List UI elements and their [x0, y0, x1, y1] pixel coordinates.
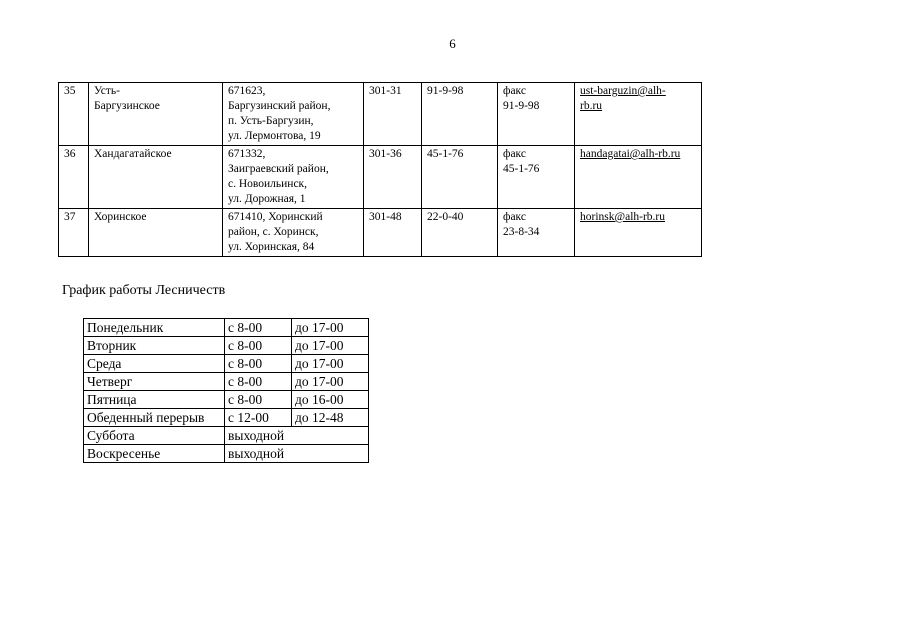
- forestry-name-cell: [89, 146, 223, 209]
- end-time-cell: до 12-48: [292, 409, 369, 427]
- address-line: 671623,: [228, 85, 266, 97]
- table-row: [59, 209, 702, 257]
- address-line: ул. Дорожная, 1: [228, 193, 306, 205]
- schedule-row: [84, 409, 369, 427]
- phone-code-cell: 301-36: [364, 146, 422, 209]
- fax-label: факс: [503, 211, 526, 223]
- day-off-cell: выходной: [225, 445, 369, 463]
- email-cell: [575, 146, 702, 209]
- address-line: с. Новоильинск,: [228, 178, 308, 190]
- phone-cell: 45-1-76: [422, 146, 498, 209]
- day-off-cell: выходной: [225, 427, 369, 445]
- schedule-row: [84, 427, 369, 445]
- address-line: район, с. Хоринск,: [228, 226, 319, 238]
- address-line: п. Усть-Баргузин,: [228, 115, 314, 127]
- forestry-name-line: Хандагатайское: [94, 148, 172, 160]
- day-cell: Понедельник: [84, 319, 225, 337]
- start-time-cell: с 8-00: [225, 373, 292, 391]
- address-line: 671410, Хоринский: [228, 211, 323, 223]
- schedule-row: [84, 355, 369, 373]
- schedule-row: [84, 373, 369, 391]
- end-time-cell: до 17-00: [292, 373, 369, 391]
- phone-cell: 91-9-98: [422, 83, 498, 146]
- email-cell: [575, 209, 702, 257]
- row-number-cell: 35: [59, 83, 89, 146]
- forestry-name-cell: [89, 209, 223, 257]
- forestry-name-line: Баргузинское: [94, 100, 160, 112]
- day-cell: Воскресенье: [84, 445, 225, 463]
- table-row: [59, 146, 702, 209]
- phone-cell: 22-0-40: [422, 209, 498, 257]
- email-link[interactable]: [580, 84, 697, 114]
- phone-code-cell: 301-48: [364, 209, 422, 257]
- day-cell: Четверг: [84, 373, 225, 391]
- address-line: Баргузинский район,: [228, 100, 331, 112]
- start-time-cell: с 8-00: [225, 337, 292, 355]
- schedule-row: [84, 391, 369, 409]
- fax-number: 23-8-34: [503, 226, 540, 238]
- schedule-title: График работы Лесничеств: [62, 283, 226, 298]
- end-time-cell: до 17-00: [292, 319, 369, 337]
- schedule-row: [84, 337, 369, 355]
- email-line: horinsk@alh-rb.ru: [580, 211, 666, 223]
- forestry-name-cell: [89, 83, 223, 146]
- email-cell: [575, 83, 702, 146]
- schedule-row: [84, 319, 369, 337]
- fax-cell: [498, 83, 575, 146]
- email-line: handagatai@alh-rb.ru: [580, 148, 681, 160]
- fax-number: 91-9-98: [503, 100, 540, 112]
- address-cell: [223, 146, 364, 209]
- day-cell: Суббота: [84, 427, 225, 445]
- end-time-cell: до 17-00: [292, 337, 369, 355]
- address-cell: [223, 209, 364, 257]
- day-cell: Вторник: [84, 337, 225, 355]
- fax-number: 45-1-76: [503, 163, 540, 175]
- forestry-contacts-table: [58, 82, 702, 257]
- fax-cell: [498, 209, 575, 257]
- forestry-name-line: Усть-: [94, 85, 120, 97]
- fax-label: факс: [503, 85, 526, 97]
- row-number-cell: 36: [59, 146, 89, 209]
- start-time-cell: с 12-00: [225, 409, 292, 427]
- address-line: ул. Лермонтова, 19: [228, 130, 321, 142]
- address-line: ул. Хоринская, 84: [228, 241, 315, 253]
- address-cell: [223, 83, 364, 146]
- end-time-cell: до 16-00: [292, 391, 369, 409]
- address-line: 671332,: [228, 148, 266, 160]
- address-line: Заиграевский район,: [228, 163, 329, 175]
- end-time-cell: до 17-00: [292, 355, 369, 373]
- schedule-row: [84, 445, 369, 463]
- day-cell: Среда: [84, 355, 225, 373]
- start-time-cell: с 8-00: [225, 355, 292, 373]
- phone-code-cell: 301-31: [364, 83, 422, 146]
- forestry-name-line: Хоринское: [94, 211, 147, 223]
- work-schedule-table: [83, 318, 369, 463]
- email-line: ust-barguzin@alh-: [580, 85, 666, 97]
- page-number: 6: [449, 36, 456, 51]
- fax-cell: [498, 146, 575, 209]
- day-cell: Обеденный перерыв: [84, 409, 225, 427]
- start-time-cell: с 8-00: [225, 391, 292, 409]
- table-row: [59, 83, 702, 146]
- row-number-cell: 37: [59, 209, 89, 257]
- email-line: rb.ru: [580, 100, 603, 112]
- fax-label: факс: [503, 148, 526, 160]
- start-time-cell: с 8-00: [225, 319, 292, 337]
- email-link[interactable]: [580, 147, 697, 162]
- email-link[interactable]: [580, 210, 697, 225]
- day-cell: Пятница: [84, 391, 225, 409]
